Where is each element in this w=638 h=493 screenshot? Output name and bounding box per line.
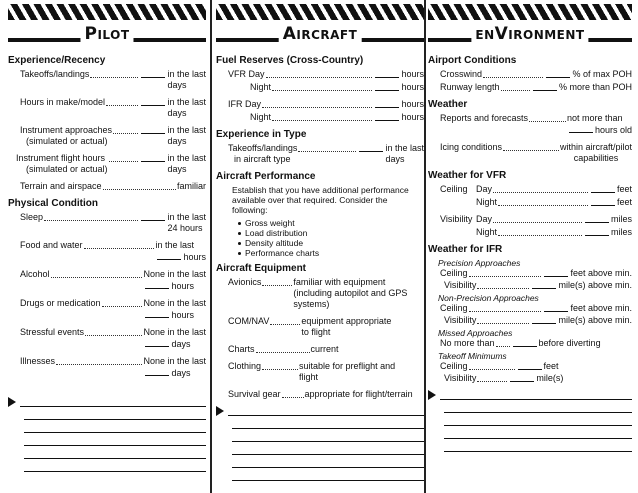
crosswind-row: Crosswind % of max POH bbox=[440, 69, 632, 79]
bullet-item: Performance charts bbox=[216, 248, 424, 258]
note-line[interactable] bbox=[444, 438, 632, 439]
note-line[interactable] bbox=[24, 471, 206, 472]
section-heading: Weather for VFR bbox=[428, 170, 507, 181]
note-line[interactable] bbox=[24, 432, 206, 433]
note-line[interactable] bbox=[232, 480, 424, 481]
bullet-item: Load distribution bbox=[216, 228, 424, 238]
arrow-icon bbox=[428, 390, 436, 400]
notes-area bbox=[216, 406, 424, 416]
prec-vis-row: Visibility mile(s) above min. bbox=[444, 280, 632, 290]
stress-row: Stressful events None in the last days bbox=[20, 327, 206, 349]
runway-row: Runway length % more than POH bbox=[440, 82, 632, 92]
section-heading: Weather for IFR bbox=[428, 244, 503, 255]
subheading: Precision Approaches bbox=[438, 258, 521, 268]
takeoff-vis-row: Visibility mile(s) bbox=[444, 373, 564, 383]
prec-ceiling-row: Ceiling feet above min. bbox=[440, 268, 632, 278]
vfr-day-row: VFR Day hours bbox=[228, 69, 424, 79]
section-heading: Experience/Recency bbox=[8, 55, 106, 66]
section-heading: Experience in Type bbox=[216, 129, 307, 140]
note-line[interactable] bbox=[24, 445, 206, 446]
charts-row: Charts current bbox=[228, 344, 339, 354]
notes-area bbox=[428, 390, 632, 400]
performance-text: Establish that you have additional performance available over that required. Consider the following: bbox=[232, 185, 409, 215]
hours-model-row: Hours in make/model in the last days bbox=[20, 97, 206, 118]
aircraft-title: Aircraft bbox=[216, 24, 424, 50]
vfr-ceiling-day-row: Ceiling Day feet bbox=[440, 184, 632, 194]
note-line[interactable] bbox=[444, 451, 632, 452]
note-line[interactable] bbox=[232, 454, 424, 455]
vfr-night-row: Night hours bbox=[250, 82, 424, 92]
environment-column bbox=[428, 0, 632, 493]
bullet-item: Gross weight bbox=[216, 218, 424, 228]
arrow-icon bbox=[8, 397, 16, 407]
vfr-vis-day-row: Visibility Day miles bbox=[440, 214, 632, 224]
vfr-vis-night-row: Night miles bbox=[476, 227, 632, 237]
ifr-night-row: Night hours bbox=[250, 112, 424, 122]
section-heading: Fuel Reserves (Cross-Country) bbox=[216, 55, 364, 66]
instrument-approaches-row: Instrument approaches (simulated or actual) in the last days bbox=[20, 125, 206, 146]
comnav-row: COM/NAV equipment appropriate to flight bbox=[228, 316, 392, 337]
pilot-column bbox=[8, 0, 206, 493]
note-line[interactable] bbox=[444, 412, 632, 413]
section-heading: Airport Conditions bbox=[428, 55, 517, 66]
section-heading: Weather bbox=[428, 99, 468, 110]
drugs-row: Drugs or medication None in the last hours bbox=[20, 298, 206, 320]
note-line[interactable] bbox=[24, 419, 206, 420]
subheading: Takeoff Minimums bbox=[438, 351, 507, 361]
hatch-band bbox=[428, 4, 632, 20]
note-line[interactable] bbox=[24, 458, 206, 459]
aircraft-column bbox=[216, 0, 424, 493]
note-line[interactable] bbox=[232, 428, 424, 429]
arrow-icon bbox=[216, 406, 224, 416]
icing-row: Icing conditions within aircraft/pilot capabilities bbox=[440, 142, 632, 163]
instrument-hours-row: Instrument flight hours (simulated or actual) in the last days bbox=[16, 153, 206, 174]
column-divider bbox=[424, 0, 426, 493]
takeoffs-row: Takeoffs/landings in the last days bbox=[20, 69, 206, 90]
subheading: Non-Precision Approaches bbox=[438, 293, 539, 303]
sleep-row: Sleep in the last 24 hours bbox=[20, 212, 206, 233]
ifr-day-row: IFR Day hours bbox=[228, 99, 424, 109]
nonprec-ceiling-row: Ceiling feet above min. bbox=[440, 303, 632, 313]
section-heading: Aircraft Performance bbox=[216, 171, 316, 182]
subheading: Missed Approaches bbox=[438, 328, 513, 338]
food-row: Food and water in the last hours bbox=[20, 240, 206, 262]
environment-title: enVironment bbox=[428, 24, 632, 50]
reports-row: Reports and forecasts not more than hours old bbox=[440, 113, 632, 135]
section-heading: Physical Condition bbox=[8, 198, 99, 209]
vfr-ceiling-night-row: Night feet bbox=[476, 197, 632, 207]
avionics-row: Avionics familiar with equipment (including autopilot and GPS systems) bbox=[228, 277, 408, 309]
pilot-title: Pilot bbox=[8, 24, 206, 50]
hatch-band bbox=[8, 4, 206, 20]
bullet-item: Density altitude bbox=[216, 238, 424, 248]
type-takeoffs-row: Takeoffs/landings in aircraft type in the last days bbox=[228, 143, 424, 164]
missed-row: No more than before diverting bbox=[440, 338, 601, 348]
note-line[interactable] bbox=[444, 425, 632, 426]
terrain-row: Terrain and airspace familiar bbox=[20, 181, 206, 191]
clothing-row: Clothing suitable for preflight and flight bbox=[228, 361, 396, 382]
hatch-band bbox=[216, 4, 424, 20]
notes-area bbox=[8, 397, 206, 407]
alcohol-row: Alcohol None in the last hours bbox=[20, 269, 206, 291]
note-line[interactable] bbox=[232, 467, 424, 468]
nonprec-vis-row: Visibility mile(s) above min. bbox=[444, 315, 632, 325]
illness-row: Illnesses None in the last days bbox=[20, 356, 206, 378]
note-line[interactable] bbox=[232, 441, 424, 442]
takeoff-ceiling-row: Ceiling feet bbox=[440, 361, 559, 371]
column-divider bbox=[210, 0, 212, 493]
section-heading: Aircraft Equipment bbox=[216, 263, 307, 274]
survival-row: Survival gear appropriate for flight/terrain bbox=[228, 389, 413, 399]
